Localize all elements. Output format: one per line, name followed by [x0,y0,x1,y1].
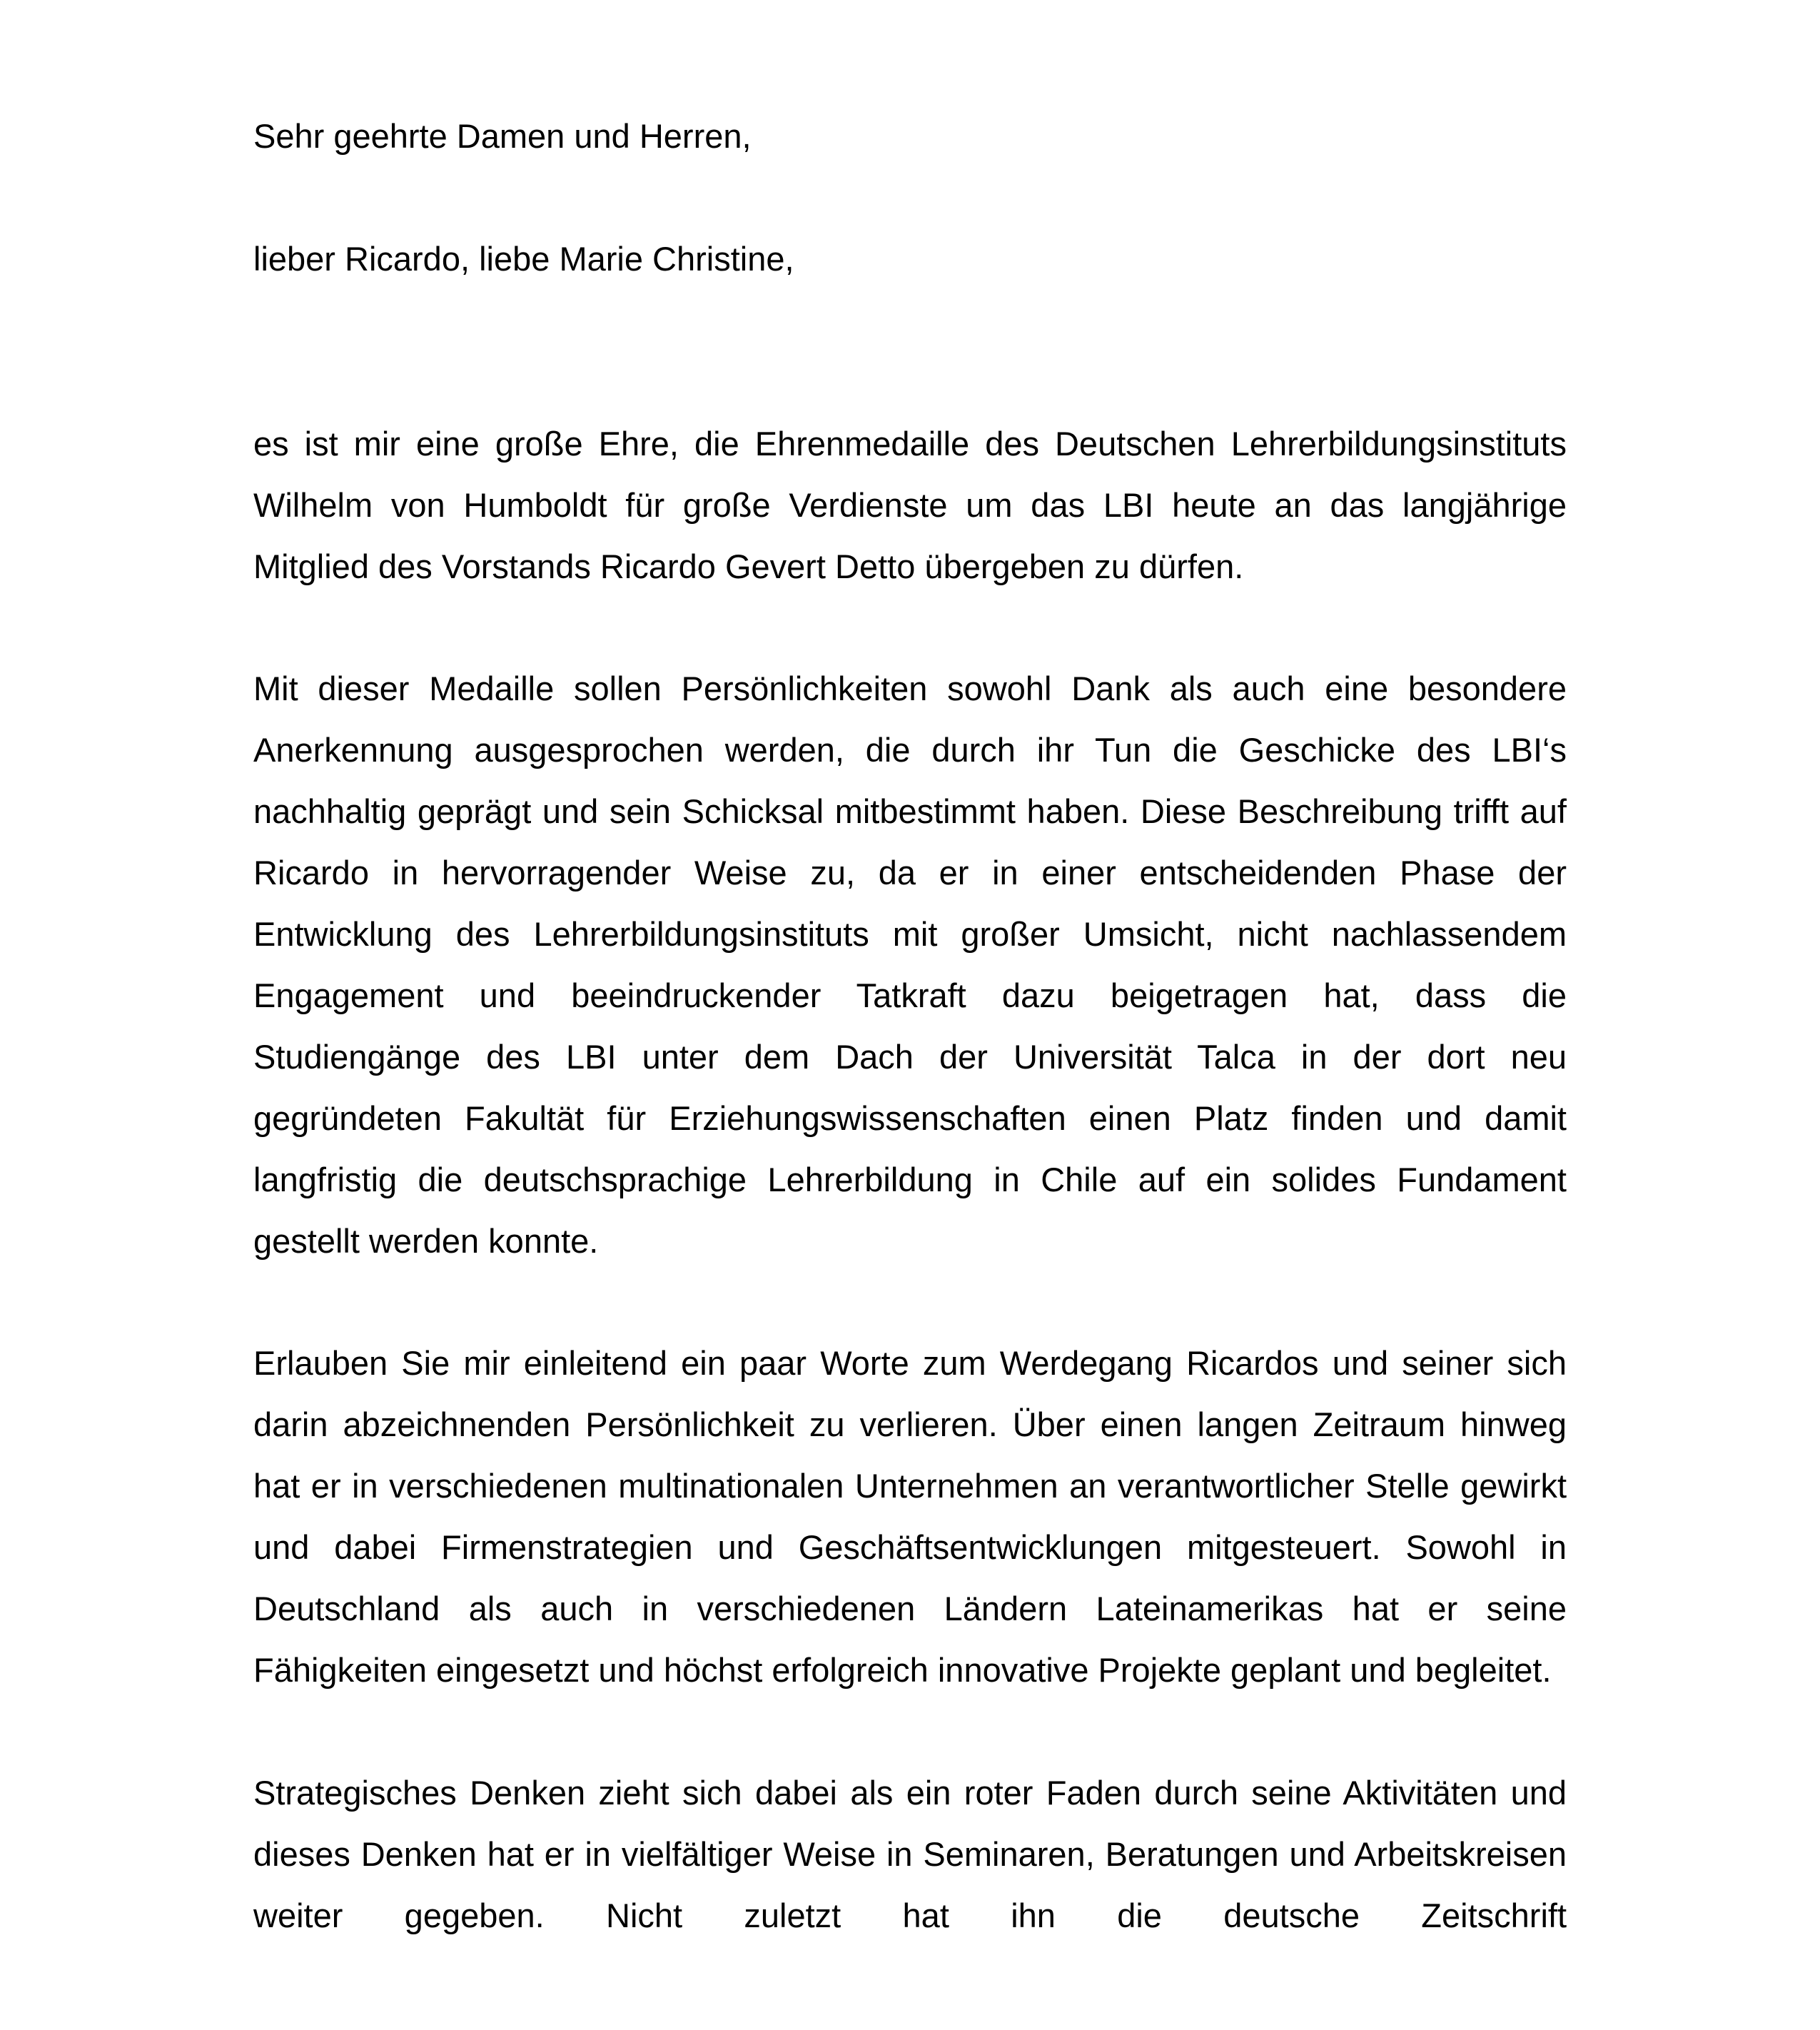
salutation-formal: Sehr geehrte Damen und Herren, [253,117,752,155]
paragraph-medal-purpose: Mit dieser Medaille sollen Persönlichkeiten sowohl Dank als auch eine besondere Anerkennung ausgesprochen werden, die durch ihr Tun die Geschicke des LBI‘s nachhaltig geprägt und sein Schicksal mitbestimmt haben. Diese Beschreibung trifft auf Ricardo in hervorragender Weise zu, da er in einer entscheidenden Phase der Entwicklung des Lehrerbildungsinstituts mit großer Umsicht, nicht nachlassendem Engagement und beeindruckender Tatkraft dazu beigetragen hat, dass die Studiengänge des LBI unter dem Dach der Universität Talca in der dort neu gegründeten Fakultät für Erziehungswissenschaften einen Platz finden und damit langfristig die deutschsprachige Lehrerbildung in Chile auf ein solides Fundament gestellt werden konnte. [253,670,1567,1260]
paragraph-career: Erlauben Sie mir einleitend ein paar Worte zum Werdegang Ricardos und seiner sich darin abzeichnenden Persönlichkeit zu verlieren. Über einen langen Zeitraum hinweg hat er in verschiedenen multinationalen Unternehmen an verantwortlicher Stelle gewirkt und dabei Firmenstrategien und Geschäftsentwicklungen mitgesteuert. Sowohl in Deutschland als auch in verschiedenen Ländern Lateinamerikas hat er seine Fähigkeiten eingesetzt und höchst erfolgreich innovative Projekte geplant und begleitet. [253,1344,1567,1689]
salutation-personal: lieber Ricardo, liebe Marie Christine, [253,240,794,278]
paragraph-strategic-thinking: Strategisches Denken zieht sich dabei als ein roter Faden durch seine Aktivitäten und dieses Denken hat er in vielfältiger Weise in Seminaren, Beratungen und Arbeitskreisen weiter gegeben. Nicht zuletzt hat ihn die deutsche Zeitschrift [253,1774,1567,1934]
paragraph-introduction: es ist mir eine große Ehre, die Ehrenmedaille des Deutschen Lehrerbildungsinstituts Wilhelm von Humboldt für große Verdienste um das LBI heute an das langjährige Mitglied des Vorstands Ricardo Gevert Detto übergeben zu dürfen. [253,425,1567,585]
